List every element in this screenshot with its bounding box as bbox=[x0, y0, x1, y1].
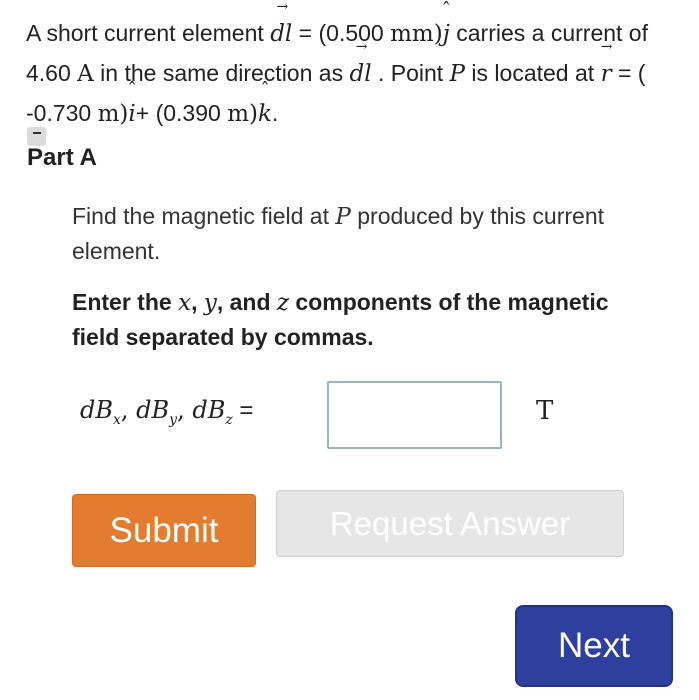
question-text bbox=[72, 199, 632, 268]
answer-label bbox=[80, 396, 253, 428]
equals-sign: = bbox=[232, 397, 254, 424]
r-vector-symbol: → r bbox=[601, 55, 612, 94]
problem-text-segment: = (0.500 bbox=[292, 20, 391, 46]
submit-button[interactable]: Submit bbox=[72, 494, 256, 567]
paren: ) bbox=[249, 101, 258, 127]
instruction-text-segment: components of the magnetic field separated by commas. bbox=[72, 289, 609, 350]
answer-input[interactable] bbox=[327, 381, 502, 449]
next-button[interactable]: Next bbox=[515, 605, 673, 687]
y-symbol: y bbox=[203, 290, 217, 316]
paren: ) bbox=[119, 101, 129, 127]
dl-vector-symbol: → dl bbox=[270, 15, 292, 54]
question-text-segment: Find the magnetic field at bbox=[72, 203, 336, 229]
instruction-text-segment: Enter the bbox=[72, 289, 179, 315]
instruction-text-segment: , and bbox=[216, 289, 277, 315]
instruction-text-segment: , bbox=[191, 289, 204, 315]
unit-m: m bbox=[227, 101, 250, 127]
unit-vector-k: ˆ k bbox=[258, 95, 272, 134]
question-text-segment: produced by this current element. bbox=[72, 203, 604, 264]
unit-mm: mm bbox=[390, 21, 434, 47]
dB-symbol: dB bbox=[192, 396, 226, 424]
subscript-y: y bbox=[169, 411, 178, 428]
unit-m: m bbox=[97, 101, 120, 127]
dl-vector-symbol-2: → dl bbox=[349, 55, 371, 94]
problem-text-segment: A short current element bbox=[26, 20, 271, 46]
minus-icon bbox=[33, 132, 41, 134]
z-symbol: z bbox=[276, 290, 290, 316]
problem-text-segment: . bbox=[271, 100, 279, 126]
problem-text-segment: is located at bbox=[465, 60, 601, 86]
x-symbol: x bbox=[178, 290, 192, 316]
problem-text-segment: = ( -0.730 bbox=[26, 60, 646, 126]
instruction-text bbox=[72, 285, 652, 354]
dB-symbol: dB bbox=[136, 396, 170, 424]
problem-text-segment: + (0.390 bbox=[135, 100, 228, 126]
comma: , bbox=[177, 396, 193, 424]
problem-statement bbox=[26, 14, 686, 134]
paren: ) bbox=[433, 21, 443, 47]
dB-symbol: dB bbox=[80, 396, 113, 424]
request-answer-button[interactable]: Request Answer bbox=[276, 490, 624, 557]
subscript-x: x bbox=[113, 411, 121, 428]
unit-vector-j: ˆ j bbox=[443, 15, 450, 54]
unit-ampere: A bbox=[77, 61, 94, 87]
point-p-symbol: P bbox=[449, 61, 466, 87]
problem-text-segment: in the same direction as bbox=[93, 60, 350, 86]
unit-vector-i: ˆ i bbox=[128, 95, 135, 134]
part-title: Part A bbox=[27, 144, 97, 171]
point-p-symbol: P bbox=[335, 204, 351, 230]
subscript-z: z bbox=[225, 411, 233, 428]
comma: , bbox=[120, 396, 137, 424]
problem-text-segment: . Point bbox=[371, 60, 450, 86]
unit-tesla-label: T bbox=[536, 396, 554, 426]
problem-text-segment: carries a current of 4.60 bbox=[26, 20, 648, 86]
